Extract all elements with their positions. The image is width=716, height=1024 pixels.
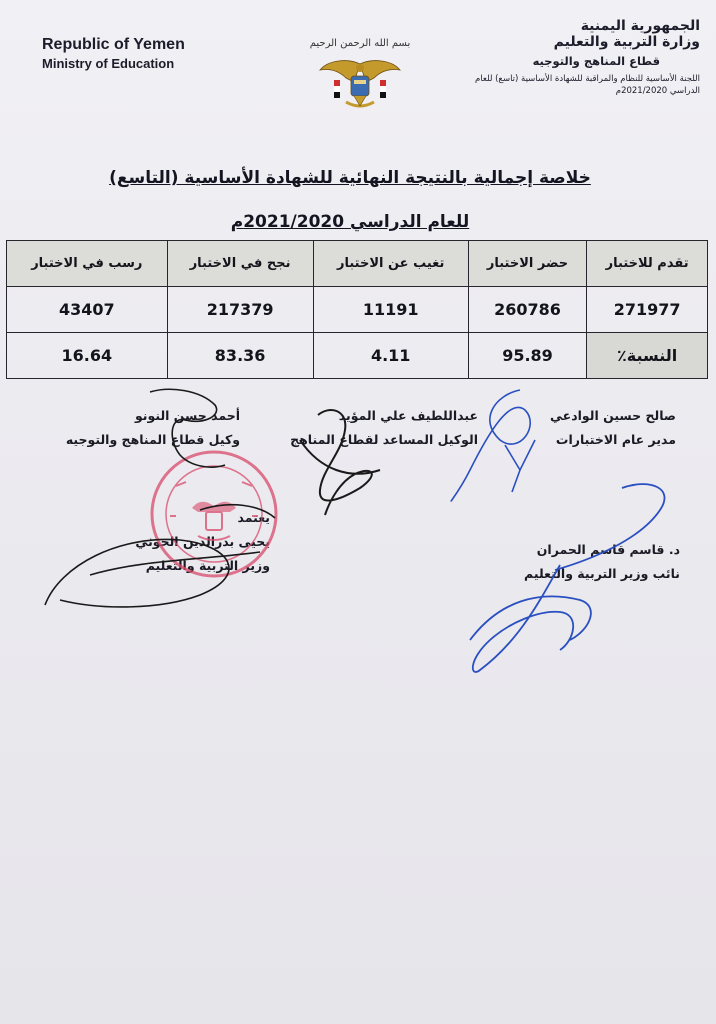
header-absent: تغيب عن الاختبار — [313, 241, 468, 287]
committee-year: الدراسي 2021/2020م — [615, 85, 700, 96]
signature-black-3 — [45, 505, 275, 607]
percent-label: النسبة٪ — [587, 333, 708, 379]
basmala: بسم الله الرحمن الرحيم — [309, 38, 411, 49]
signatory-name: صالح حسين الوادعي — [550, 408, 676, 423]
signature-black-1 — [300, 410, 380, 515]
percent-absent: 4.11 — [313, 333, 468, 379]
signatory-title: الوكيل المساعد لقطاع المناهج — [290, 431, 478, 447]
approval-word: يعتمد — [237, 510, 270, 525]
signatory-title: نائب وزير التربية والتعليم — [524, 565, 680, 581]
percent-attended: 95.89 — [468, 333, 586, 379]
percent-failed: 16.64 — [7, 333, 168, 379]
signature-black-2 — [150, 389, 225, 467]
country-name-en: Republic of Yemen — [42, 36, 185, 53]
header-attended: حضر الاختبار — [468, 241, 586, 287]
signature-blue-1 — [451, 390, 535, 501]
document-title: خلاصة إجمالية بالنتيجة النهائية للشهادة الأساسية (التاسع) — [109, 168, 591, 188]
committee-name: اللجنة الأساسية للنظام والمراقبة للشهادة الأساسية (تاسع) للعام — [475, 74, 700, 84]
percent-passed: 83.36 — [167, 333, 313, 379]
count-failed: 43407 — [7, 287, 168, 333]
country-name-ar: الجمهورية اليمنية — [580, 18, 700, 34]
signatory-title: وزير التربية والتعليم — [145, 557, 270, 573]
signatory-title: مدير عام الاختبارات — [555, 431, 676, 447]
ministry-name-en: Ministry of Education — [42, 56, 175, 71]
signature-blue-2 — [470, 484, 665, 672]
signatory-title: وكيل قطاع المناهج والتوجيه — [65, 431, 240, 447]
signatory-name: أحمد حسن النونو — [134, 408, 240, 423]
count-attended: 260786 — [468, 287, 586, 333]
document-subtitle: للعام الدراسي 2021/2020م — [230, 212, 470, 232]
header-failed: رسب في الاختبار — [7, 241, 168, 287]
sector-name-ar: قطاع المناهج والتوجيه — [532, 54, 660, 68]
header-applied: تقدم للاختبار — [587, 241, 708, 287]
count-absent: 11191 — [313, 287, 468, 333]
count-applied: 271977 — [587, 287, 708, 333]
signatory-name: عبداللطيف علي المؤيد — [338, 408, 478, 423]
signatory-name: د. قاسم قاسم الحمران — [536, 542, 680, 557]
ministry-name-ar: وزارة التربية والتعليم — [553, 34, 700, 50]
signatory-name: يحيى بدرالدين الحوثي — [135, 533, 270, 549]
header-passed: نجح في الاختبار — [167, 241, 313, 287]
count-passed: 217379 — [167, 287, 313, 333]
